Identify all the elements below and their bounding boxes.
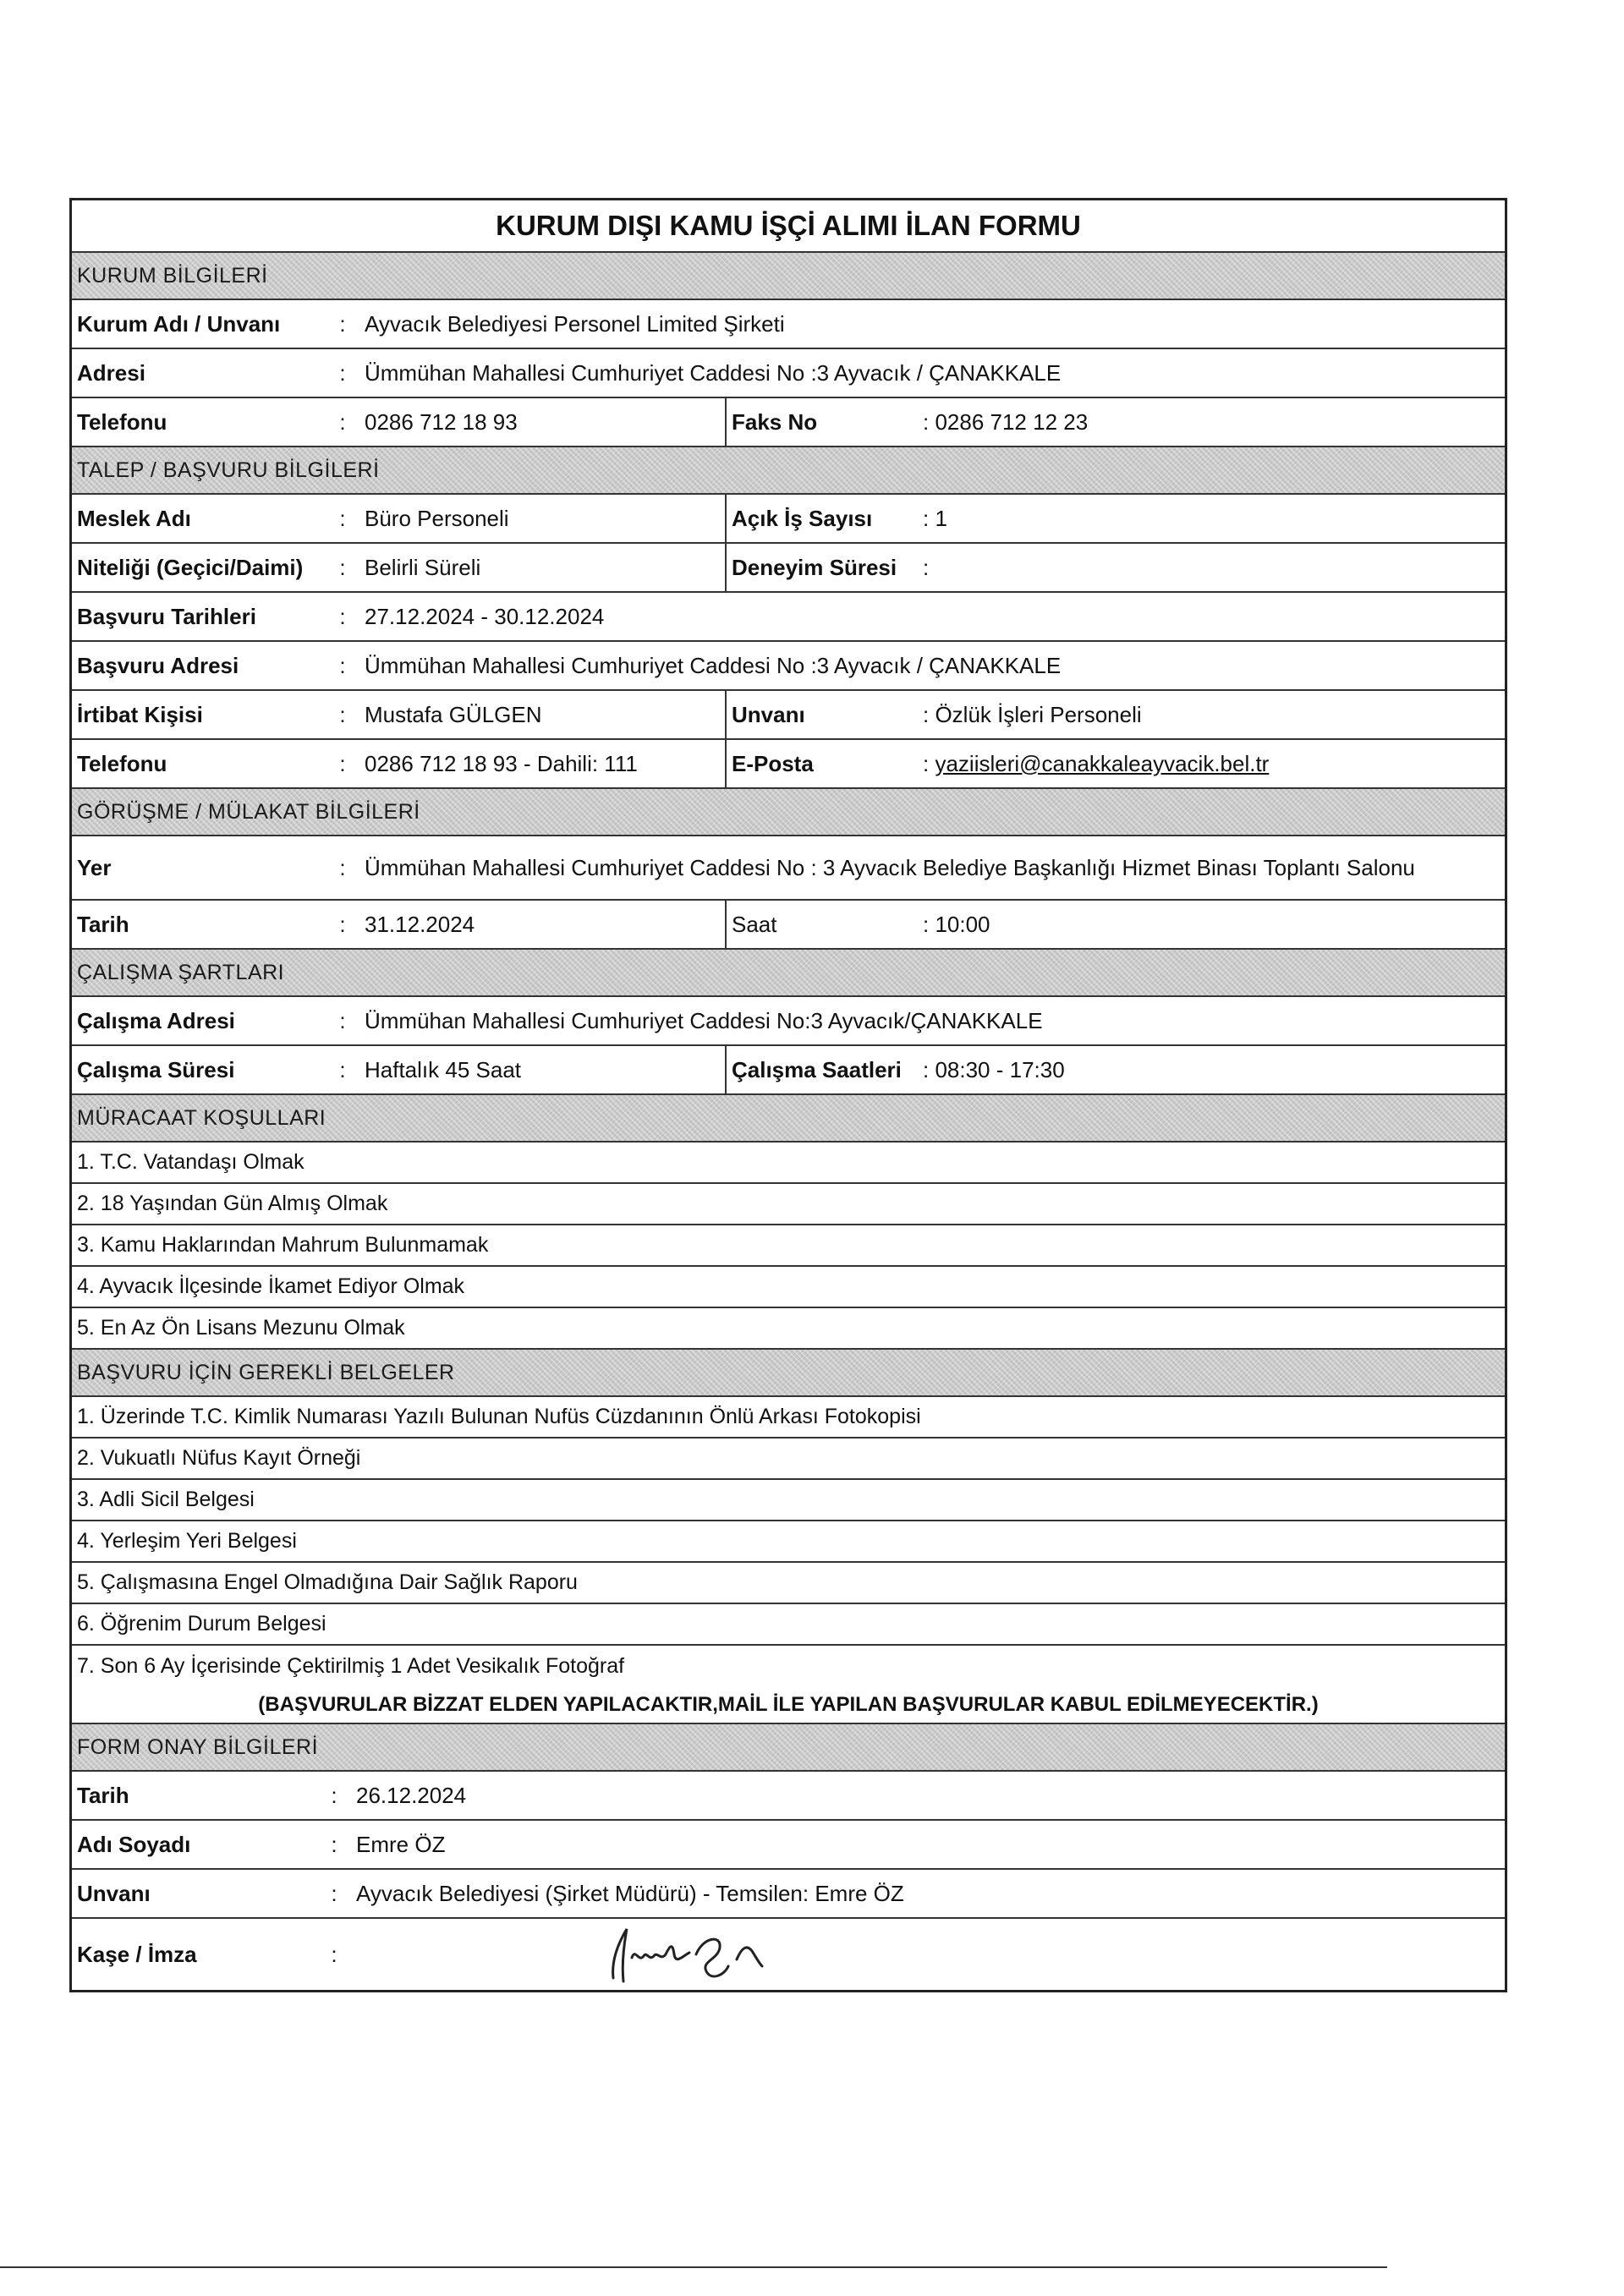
onay-tarih-value: 26.12.2024 <box>356 1782 467 1808</box>
kurum-telefon-label: Telefonu <box>77 408 167 435</box>
list-item: 5. Çalışmasına Engel Olmadığına Dair Sağlık Raporu <box>72 1563 1505 1604</box>
row-onay-unvan <box>72 1870 1505 1919</box>
colon: : <box>331 1941 337 1967</box>
kurum-faks-value: : 0286 712 12 23 <box>923 408 1089 435</box>
colon: : <box>339 310 346 337</box>
acik-is-value: : 1 <box>923 505 947 531</box>
eposta-cell <box>918 740 1505 787</box>
deneyim-label: Deneyim Süresi <box>732 554 897 580</box>
gorusme-saat-label: Saat <box>732 911 777 937</box>
meslek-value: Büro Personeli <box>359 495 727 542</box>
list-item: 1. T.C. Vatandaşı Olmak <box>72 1143 1505 1184</box>
onay-tarih-label: Tarih <box>77 1782 129 1808</box>
row-talep-telefon <box>72 740 1505 789</box>
row-calisma-suresi <box>72 1046 1505 1095</box>
onay-adsoyad-label: Adı Soyadı <box>77 1831 191 1857</box>
irtibat-label: İrtibat Kişisi <box>77 701 203 727</box>
section-kurum-bilgileri: KURUM BİLGİLERİ <box>72 253 1505 300</box>
onay-imza-label: Kaşe / İmza <box>77 1941 197 1967</box>
basvuru-tarihleri-label: Başvuru Tarihleri <box>77 603 256 629</box>
basvuru-tarihleri-value: 27.12.2024 - 30.12.2024 <box>365 603 605 629</box>
row-meslek <box>72 495 1505 544</box>
colon: : <box>339 701 346 727</box>
colon: : <box>339 359 346 386</box>
list-item: 4. Ayvacık İlçesinde İkamet Ediyor Olmak <box>72 1267 1505 1308</box>
nitelik-label: Niteliği (Geçici/Daimi) <box>77 554 304 580</box>
row-nitelik <box>72 544 1505 593</box>
list-item: 3. Adli Sicil Belgesi <box>72 1480 1505 1521</box>
list-item: 7. Son 6 Ay İçerisinde Çektirilmiş 1 Adet Vesikalık Fotoğraf <box>77 1654 625 1678</box>
row-onay-imza <box>72 1919 1505 1990</box>
row-basvuru-tarihleri <box>72 593 1505 642</box>
section-talep-basvuru: TALEP / BAŞVURU BİLGİLERİ <box>72 447 1505 495</box>
section-calisma-sartlari: ÇALIŞMA ŞARTLARI <box>72 950 1505 997</box>
calisma-suresi-value: Haftalık 45 Saat <box>359 1046 727 1093</box>
calisma-adresi-label: Çalışma Adresi <box>77 1007 235 1033</box>
nitelik-value: Belirli Süreli <box>359 544 727 591</box>
gorusme-saat-value: : 10:00 <box>923 911 990 937</box>
calisma-saatleri-value: : 08:30 - 17:30 <box>923 1056 1065 1082</box>
row-kurum-telefon <box>72 398 1505 447</box>
row-irtibat <box>72 691 1505 740</box>
talep-telefon-value: 0286 712 18 93 - Dahili: 111 <box>359 740 727 787</box>
form-title: KURUM DIŞI KAMU İŞÇİ ALIMI İLAN FORMU <box>72 200 1505 253</box>
section-gerekli-belgeler: BAŞVURU İÇİN GEREKLİ BELGELER <box>72 1350 1505 1397</box>
calisma-adresi-value: Ümmühan Mahallesi Cumhuriyet Caddesi No:3 Ayvacık/ÇANAKKALE <box>365 1007 1043 1033</box>
list-item: 6. Öğrenim Durum Belgesi <box>72 1604 1505 1646</box>
signature-area <box>351 1919 1505 1990</box>
calisma-suresi-label: Çalışma Süresi <box>77 1056 235 1082</box>
kurum-faks-label: Faks No <box>732 408 818 435</box>
row-basvuru-adresi <box>72 642 1505 691</box>
gorusme-tarih-label: Tarih <box>77 911 129 937</box>
colon: : <box>339 1056 346 1082</box>
colon: : <box>331 1880 337 1906</box>
acik-is-label: Açık İş Sayısı <box>732 505 873 531</box>
kurum-telefon-value: 0286 712 18 93 <box>359 398 727 446</box>
list-item: 3. Kamu Haklarından Mahrum Bulunmamak <box>72 1225 1505 1267</box>
colon: : <box>339 554 346 580</box>
list-item: 1. Üzerinde T.C. Kimlik Numarası Yazılı Bulunan Nufüs Cüzdanının Önlü Arkası Fotokopisi <box>72 1397 1505 1438</box>
onay-adsoyad-value: Emre ÖZ <box>356 1831 446 1857</box>
colon: : <box>331 1831 337 1857</box>
colon: : <box>339 505 346 531</box>
section-gorusme-mulakat: GÖRÜŞME / MÜLAKAT BİLGİLERİ <box>72 789 1505 836</box>
gorusme-tarih-value: 31.12.2024 <box>359 901 727 948</box>
eposta-label: E-Posta <box>732 750 814 776</box>
deneyim-value: : <box>923 554 930 580</box>
meslek-label: Meslek Adı <box>77 505 191 531</box>
colon: : <box>339 911 346 937</box>
section-muracaat-kosullari: MÜRACAAT KOŞULLARI <box>72 1095 1505 1143</box>
basvuru-adresi-label: Başvuru Adresi <box>77 652 239 678</box>
colon: : <box>339 652 346 678</box>
row-onay-tarih <box>72 1772 1505 1821</box>
row-onay-adsoyad <box>72 1821 1505 1870</box>
colon: : <box>339 1007 346 1033</box>
row-kurum-adres <box>72 349 1505 398</box>
talep-telefon-label: Telefonu <box>77 750 167 776</box>
colon: : <box>339 854 346 880</box>
onay-unvan-label: Unvanı <box>77 1880 151 1906</box>
signature-image <box>601 1922 804 1986</box>
gorusme-yer-value: Ümmühan Mahallesi Cumhuriyet Caddesi No : 3 Ayvacık Belediye Başkanlığı Hizmet Binası Toplantı Salonu <box>365 854 1415 880</box>
kurum-adres-value: Ümmühan Mahallesi Cumhuriyet Caddesi No :3 Ayvacık / ÇANAKKALE <box>365 359 1062 386</box>
bottom-rule <box>0 2266 1387 2268</box>
job-posting-form <box>69 198 1507 1992</box>
colon: : <box>331 1782 337 1808</box>
eposta-link[interactable]: yaziisleri@canakkaleayvacik.bel.tr <box>935 750 1270 776</box>
kurum-adi-value: Ayvacık Belediyesi Personel Limited Şirketi <box>365 310 785 337</box>
gorusme-yer-label: Yer <box>77 854 112 880</box>
calisma-saatleri-label: Çalışma Saatleri <box>732 1056 902 1082</box>
row-gorusme-tarih <box>72 901 1505 950</box>
list-item: 2. Vukuatlı Nüfus Kayıt Örneği <box>72 1438 1505 1480</box>
basvuru-adresi-value: Ümmühan Mahallesi Cumhuriyet Caddesi No :3 Ayvacık / ÇANAKKALE <box>365 652 1062 678</box>
onay-unvan-value: Ayvacık Belediyesi (Şirket Müdürü) - Temsilen: Emre ÖZ <box>356 1880 904 1906</box>
eposta-prefix: : <box>923 750 930 776</box>
colon: : <box>339 750 346 776</box>
list-item: 5. En Az Ön Lisans Mezunu Olmak <box>72 1308 1505 1350</box>
unvan-value: : Özlük İşleri Personeli <box>923 701 1142 727</box>
list-item: 4. Yerleşim Yeri Belgesi <box>72 1521 1505 1563</box>
colon: : <box>339 603 346 629</box>
row-gorusme-yer <box>72 836 1505 901</box>
application-note: (BAŞVURULAR BİZZAT ELDEN YAPILACAKTIR,MAİL İLE YAPILAN BAŞVURULAR KABUL EDİLMEYECEKTİR.) <box>72 1687 1505 1724</box>
list-item: 2. 18 Yaşından Gün Almış Olmak <box>72 1184 1505 1225</box>
section-form-onay: FORM ONAY BİLGİLERİ <box>72 1724 1505 1772</box>
unvan-label: Unvanı <box>732 701 805 727</box>
row-kurum-adi <box>72 300 1505 349</box>
kurum-adi-label: Kurum Adı / Unvanı <box>77 310 281 337</box>
colon: : <box>339 408 346 435</box>
row-calisma-adresi <box>72 997 1505 1046</box>
kurum-adres-label: Adresi <box>77 359 145 386</box>
irtibat-value: Mustafa GÜLGEN <box>359 691 727 738</box>
